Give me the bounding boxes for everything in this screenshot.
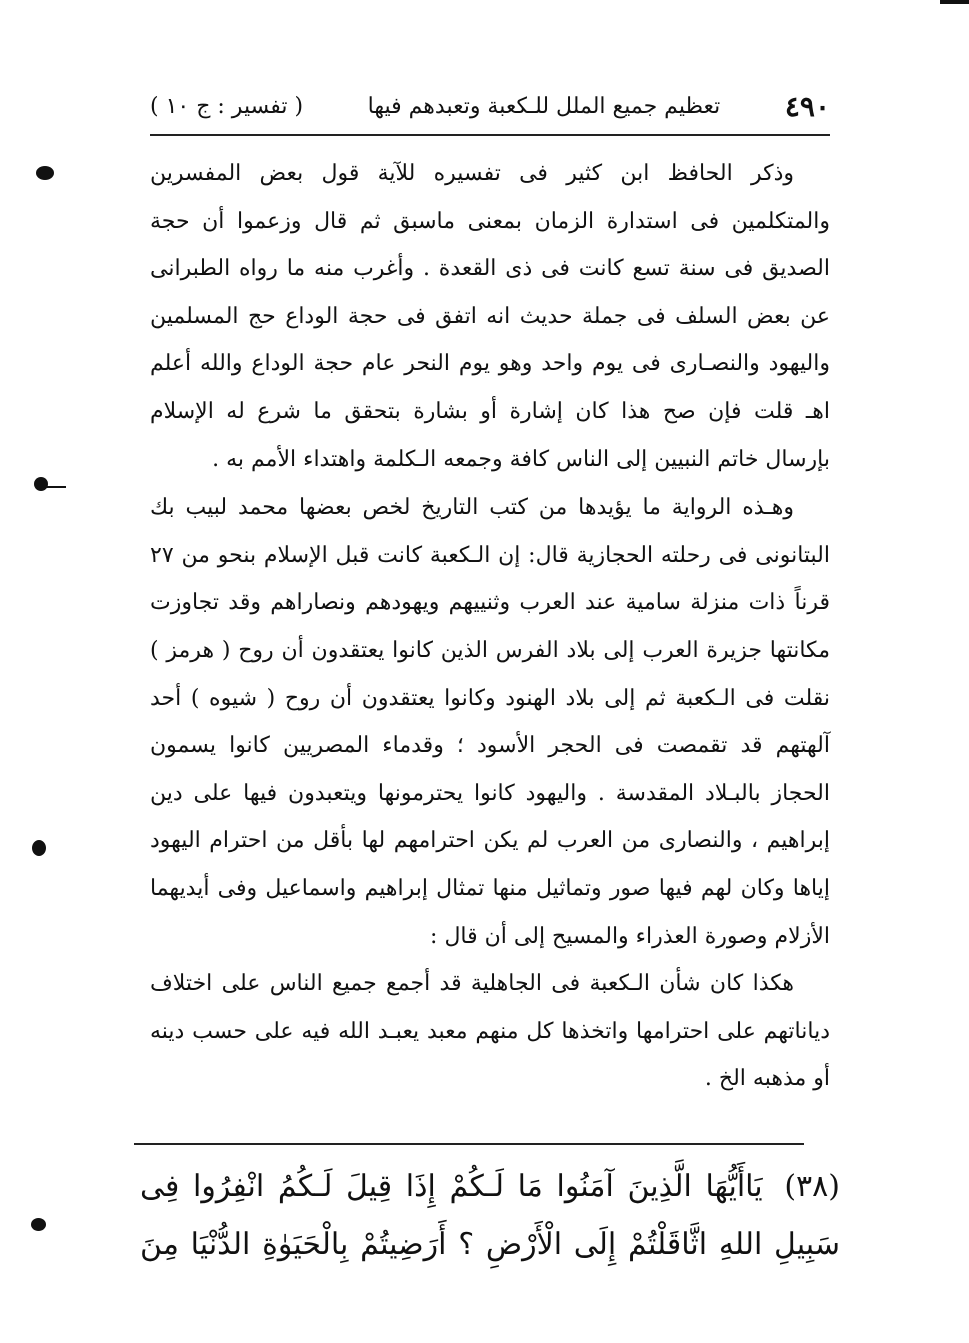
page-header	[150, 86, 830, 126]
page-number: ٤٩٠	[784, 89, 830, 123]
scan-mark	[940, 0, 969, 4]
scan-mark	[31, 1218, 46, 1231]
scan-mark	[36, 166, 54, 180]
verse-number: (٣٨)	[784, 1169, 840, 1204]
scan-mark	[34, 477, 48, 491]
scan-mark	[32, 840, 46, 856]
header-rule	[150, 134, 830, 136]
paragraph-conclusion: هكذا كان شأن الـكعبة فى الجاهلية قد أجمع جميع الناس على اختلاف دياناتهم على احترامها واتخذها كل منهم معبد يعبـد الله فيه على حسب دينه أو مذهبه الخ .	[150, 971, 830, 1092]
paragraph-batanuni: وهـذه الرواية ما يؤيدها من كتب التاريخ لخص بعضها محمد لبيب بك البتانونى فى رحلته الحجازية قال: إن الـكعبة كانت قبل الإسلام بنحو من ٢٧ قرناً ذات منزلة سامية عند العرب وثنييهم ويهودهم ونصاراهم وقد تجاوزت مكانتها جزيرة العرب إلى بلاد الفرس الذين كانوا يعتقدون أن روح ( هرمز ) نقلت فى الـكعبة ثم إلى بلاد الهنود وكانوا يعتقدون أن روح ( شيوه ) أحد آلهتهم قد تقمصت فى الحجر الأسود ؛ وقدماء المصريين كانوا يسمون الحجاز بالبـلاد المقدسة . واليهود كانوا يحترمونها ويتعبدون فيها على دين إبراهيم ، والنصارى من العرب لم يكن احترامهم لها بأقل من احترام اليهود إياها وكان لهم فيها صور وتماثيل منها تمثال إبراهيم واسماعيل وفى أيديهما الأزلام وصورة العذراء والمسيح إلى أن قال :	[150, 495, 830, 949]
verse-text: يَاأَيُّهَا الَّذِينَ آمَنُوا مَا لَـكُمْ إِذَا قِيلَ لَـكُمُ انْفِرُوا فِى سَبِيلِ اللهِ اثَّاقَلْتُمْ إِلَى الْأَرْضِ ؟ أَرَضِيتُمْ بِالْحَيَوٰةِ الدُّنْيَا مِنَ	[140, 1169, 840, 1262]
body-text	[150, 150, 830, 1103]
scan-mark	[46, 486, 66, 488]
volume-reference: ( تفسير : ج ١٠ )	[150, 93, 304, 119]
paragraph-ibn-kathir: وذكر الحافظ ابن كثير فى تفسيره للآية قول بعض المفسرين والمتكلمين فى استدارة الزمان بمعنى ماسبق ثم قال وزعموا أن حجة الصديق فى سنة تسع كانت فى ذى القعدة . وأغرب منه ما رواه الطبرانى عن بعض السلف فى جملة حديث انه اتفق فى حجة الوداع حج المسلمين واليهود والنصـارى فى يوم واحد وهو يوم النحر عام حجة الوداع والله أعلم اهـ قلت فإن صح هذا كان إشارة أو بشارة بتحقق ما شرع له الإسلام بإرسال خاتم النبيين إلى الناس كافة وجمعه الـكلمة واهتداء الأمم به .	[150, 161, 830, 472]
quran-verse	[140, 1158, 840, 1274]
running-title: تعظيم جميع الملل للـكعبة وتعبدهم فيها	[367, 93, 721, 119]
section-rule	[134, 1143, 804, 1145]
